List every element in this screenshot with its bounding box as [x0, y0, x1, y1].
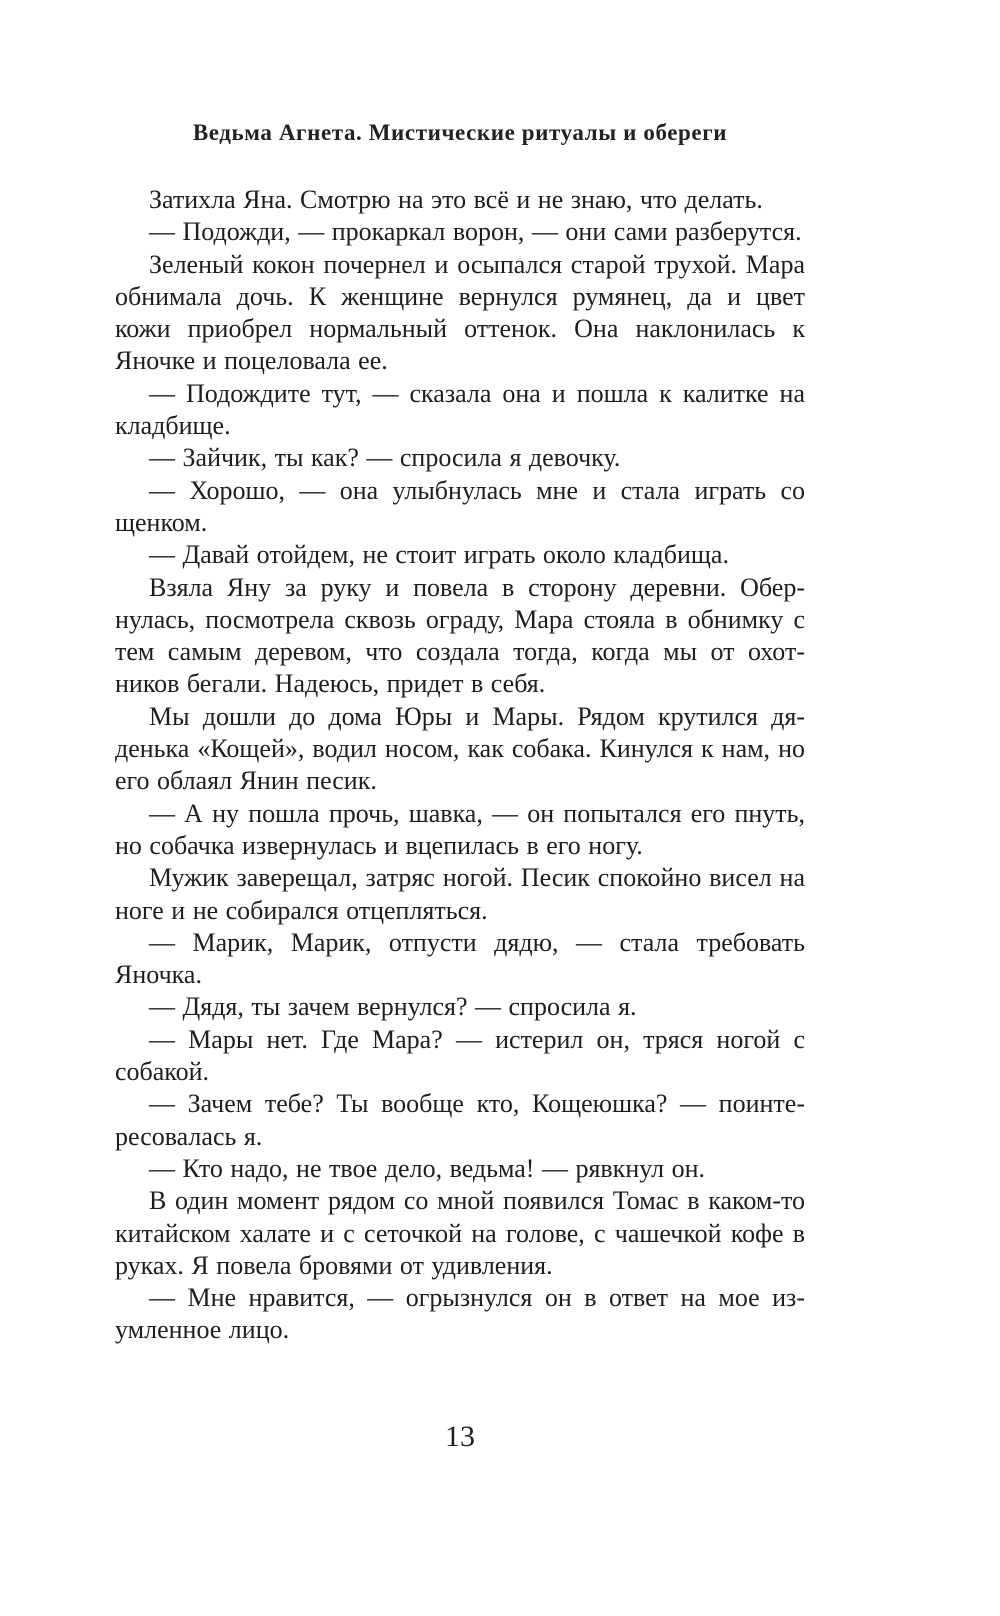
paragraph: — Зачем тебе? Ты вообще кто, Кощеюшка? — поинтересовалась я. [115, 1089, 805, 1151]
paragraph: Затихла Яна. Смотрю на это всё и не знаю, что делать. [149, 185, 763, 214]
paragraph: — Кто надо, не твое дело, ведьма! — рявкнул он. [149, 1153, 705, 1183]
paragraph: — Подождите тут, — сказала она и пошла к калитке на кладбище. [115, 378, 805, 441]
paragraph: — Давай отойдем, не стоит играть около кладбища. [149, 540, 729, 570]
paragraph: Зеленый кокон почернел и осыпался старой трухой. Мара обнимала дочь. К женщине вернулся румянец, да и цвет кожи приобрел нормальный оттенок. Она наклонилась к Яночке и поцеловала ее. [115, 249, 805, 376]
paragraph: — Мары нет. Где Мара? — истерил он, тряся ногой с собакой. [115, 1024, 805, 1087]
paragraph: — Мне нравится, — огрызнулся он в ответ на мое изумленное лицо. [115, 1283, 805, 1345]
paragraph: Мы дошли до дома Юры и Мары. Рядом крутился дяденька «Кощей», водил носом, как собака. Кинулся к нам, но его облаял Янин песик. [115, 701, 805, 796]
paragraph: Мужик заверещал, затряс ногой. Песик спокойно висел на ноге и не собирался отцепляться. [115, 863, 805, 925]
page-number: 13 [445, 1420, 475, 1453]
paragraph: Взяла Яну за руку и повела в сторону деревни. Обернулась, посмотрела сквозь ограду, Мара стояла в обнимку с тем самым деревом, что создала тогда, когда мы от охотников бегали. Надеюсь, придет в себя. [115, 572, 805, 699]
running-head: Ведьма Агнета. Мистические ритуалы и обереги [192, 120, 728, 145]
body-text [115, 184, 805, 1347]
paragraph: — Зайчик, ты как? — спросила я девочку. [149, 443, 621, 473]
paragraph: В один момент рядом со мной появился Томас в каком-то китайском халате и с сеточкой на голове, с чашечкой кофе в руках. Я повела бровями от удивления. [115, 1186, 805, 1280]
paragraph: — Дядя, ты зачем вернулся? — спросила я. [149, 992, 637, 1022]
paragraph: — А ну пошла прочь, шавка, — он попытался его пнуть, но собачка извернулась и вцепилась в его ногу. [115, 798, 805, 860]
paragraph: — Марик, Марик, отпусти дядю, — стала требовать Яночка. [115, 927, 805, 990]
paragraph: — Хорошо, — она улыбнулась мне и стала играть со щенком. [115, 475, 805, 537]
paragraph: — Подожди, — прокаркал ворон, — они сами разберутся. [149, 217, 802, 247]
